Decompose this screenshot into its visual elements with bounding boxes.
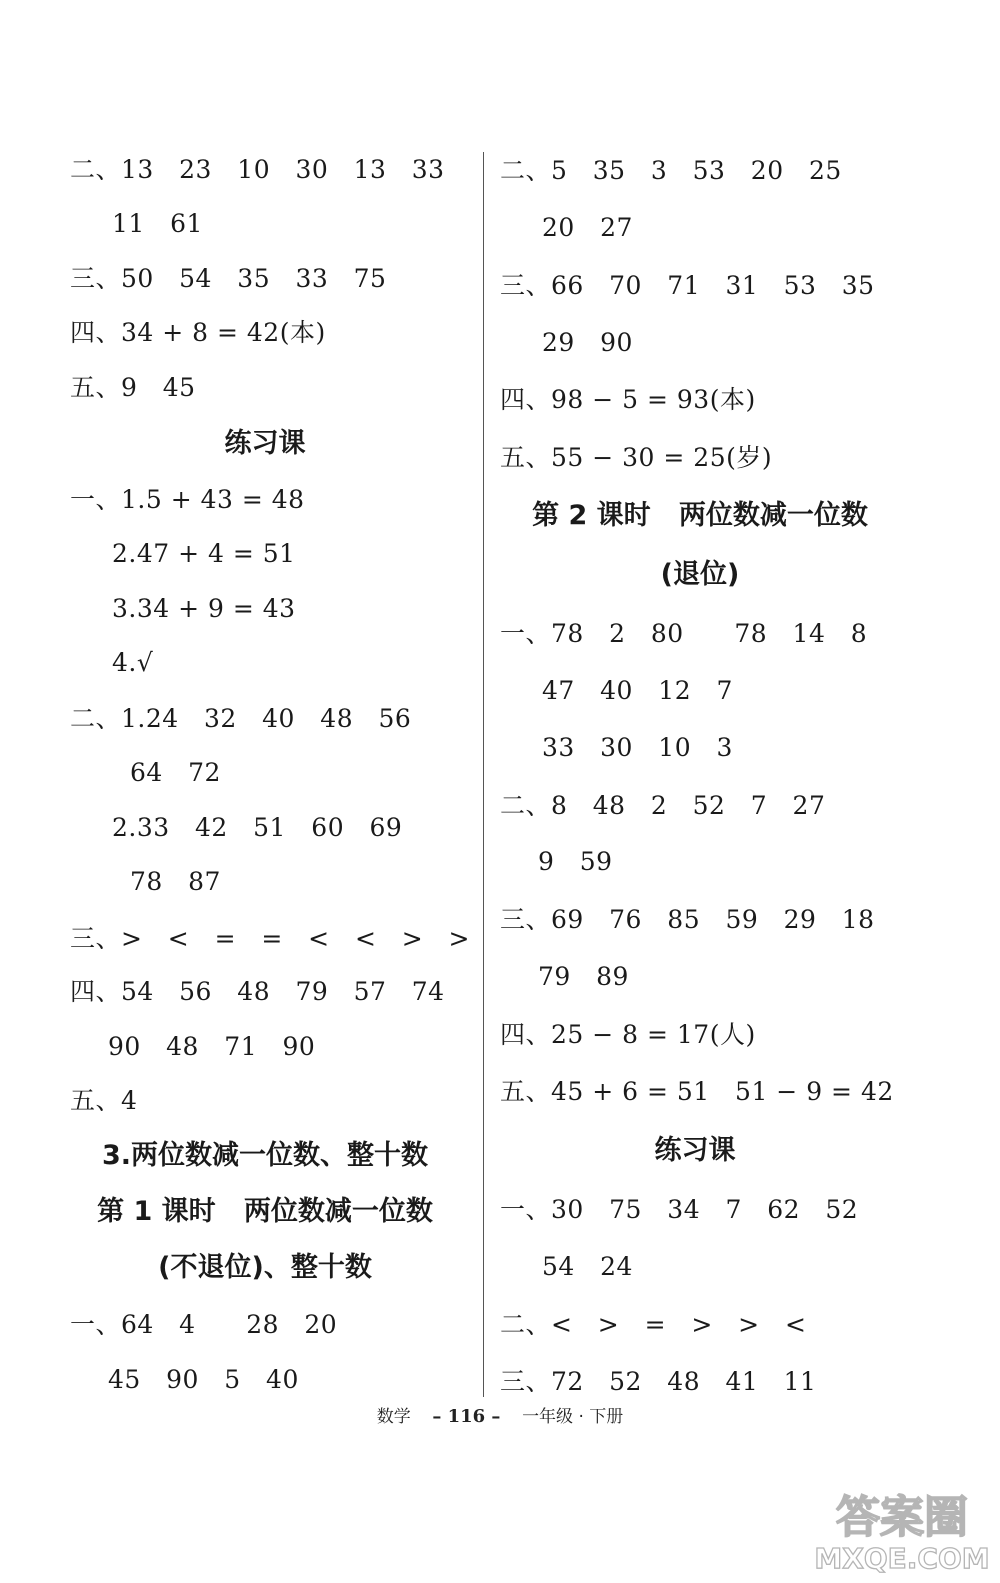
answer-line: 2.33 42 51 60 69 bbox=[112, 813, 403, 842]
answer-line: 五、55 − 30 = 25(岁) bbox=[500, 443, 773, 472]
answer-line: 三、72 52 48 41 11 bbox=[500, 1367, 817, 1396]
chapter-heading: 3.两位数减一位数、整十数 bbox=[101, 1140, 429, 1171]
answer-line: 3.34 + 9 = 43 bbox=[112, 594, 296, 623]
answer-line: 一、1.5 + 43 = 48 bbox=[70, 485, 305, 514]
lesson-subheading: (退位) bbox=[660, 559, 740, 590]
answer-line: 54 24 bbox=[542, 1252, 633, 1281]
answer-line: 三、50 54 35 33 75 bbox=[70, 264, 387, 293]
footer-subject: 数学 bbox=[376, 1407, 411, 1427]
answer-line: 二、1.24 32 40 48 56 bbox=[70, 704, 412, 733]
answer-line: 9 59 bbox=[538, 847, 613, 876]
answer-line: 五、9 45 bbox=[70, 373, 196, 402]
answer-line: 20 27 bbox=[542, 213, 633, 242]
footer-grade: 一年级 · 下册 bbox=[522, 1407, 624, 1427]
answer-line: 五、4 bbox=[70, 1086, 138, 1115]
answer-line: 33 30 10 3 bbox=[542, 733, 733, 762]
lesson-heading: 第 1 课时 两位数减一位数 bbox=[97, 1196, 433, 1227]
page-footer bbox=[0, 1405, 1000, 1429]
answer-line: 四、98 − 5 = 93(本) bbox=[500, 385, 756, 414]
answer-line: 四、25 − 8 = 17(人) bbox=[500, 1020, 756, 1049]
lesson-heading: 第 2 课时 两位数减一位数 bbox=[532, 500, 868, 531]
lesson-subheading: (不退位)、整十数 bbox=[158, 1252, 372, 1283]
answer-line: 4.√ bbox=[112, 648, 154, 677]
watermark-text-bottom: MXQE.COM bbox=[814, 1542, 990, 1575]
answer-line: 11 61 bbox=[112, 209, 203, 238]
answer-line: 64 72 bbox=[130, 758, 221, 787]
answer-line: 五、45 + 6 = 51 51 − 9 = 42 bbox=[500, 1077, 894, 1106]
answer-line: 四、34 + 8 = 42(本) bbox=[70, 318, 326, 347]
answer-line: 四、54 56 48 79 57 74 bbox=[70, 977, 445, 1006]
answer-line: 二、8 48 2 52 7 27 bbox=[500, 791, 826, 820]
answer-line: 二、< > = > > < bbox=[500, 1310, 807, 1339]
answer-line: 三、> < = = < < > > bbox=[70, 924, 470, 953]
watermark-text-top: 答案圈 bbox=[836, 1492, 968, 1543]
answer-line: 90 48 71 90 bbox=[108, 1032, 316, 1061]
answer-line: 二、5 35 3 53 20 25 bbox=[500, 156, 842, 185]
watermark-logo bbox=[812, 1480, 992, 1576]
column-divider bbox=[483, 152, 484, 1397]
answer-line: 二、13 23 10 30 13 33 bbox=[70, 155, 445, 184]
answer-line: 一、78 2 80 78 14 8 bbox=[500, 619, 868, 648]
answer-line: 79 89 bbox=[538, 962, 629, 991]
section-heading: 练习课 bbox=[224, 428, 306, 459]
answer-line: 三、69 76 85 59 29 18 bbox=[500, 905, 875, 934]
section-heading: 练习课 bbox=[654, 1135, 736, 1166]
answer-line: 2.47 + 4 = 51 bbox=[112, 539, 296, 568]
answer-line: 一、64 4 28 20 bbox=[70, 1310, 338, 1339]
answer-line: 45 90 5 40 bbox=[108, 1365, 299, 1394]
answer-line: 29 90 bbox=[542, 328, 633, 357]
answer-line: 三、66 70 71 31 53 35 bbox=[500, 271, 875, 300]
page-number: – 116 – bbox=[432, 1406, 501, 1427]
answer-line: 47 40 12 7 bbox=[542, 676, 733, 705]
answer-line: 78 87 bbox=[130, 867, 221, 896]
answer-line: 一、30 75 34 7 62 52 bbox=[500, 1195, 859, 1224]
